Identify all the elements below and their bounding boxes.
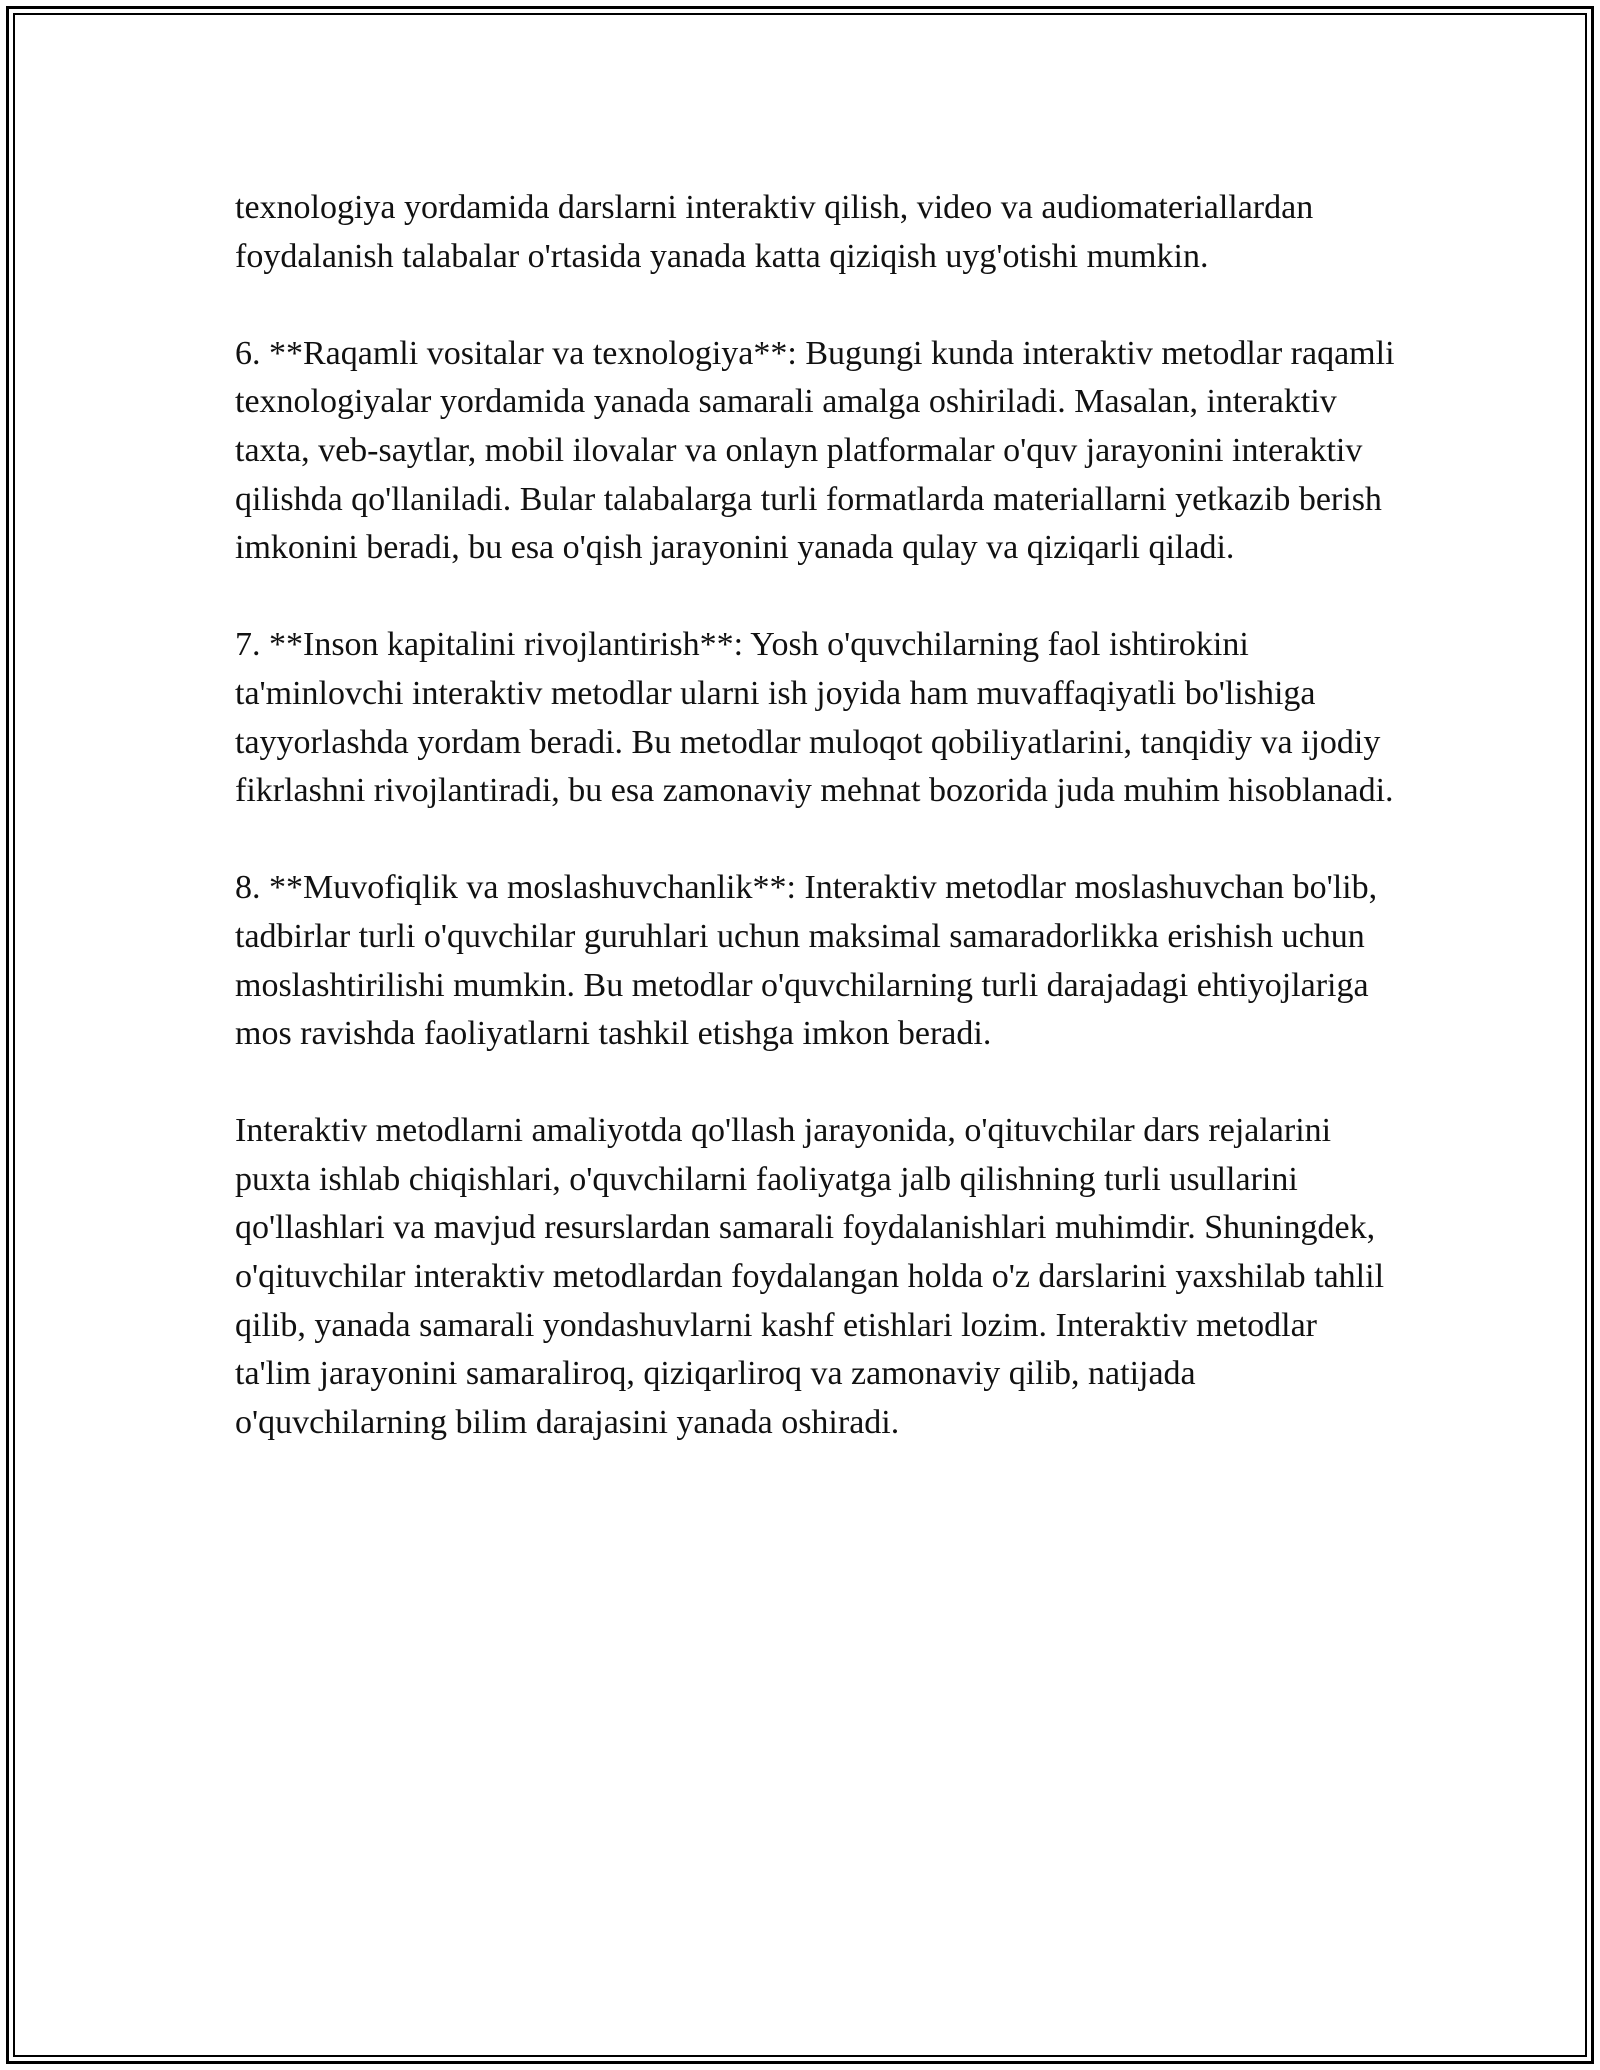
paragraph-item-7: 7. **Inson kapitalini rivojlantirish**: Yosh o'quvchilarning faol ishtirokini ta'minlovchi interaktiv metodlar ularni ish joyida ham muvaffaqiyatli bo'lishiga tayyorlashda yordam beradi. Bu metodlar muloqot qobiliyatlarini, tanqidiy va ijodiy fikrlashni rivojlantiradi, bu esa zamonaviy mehnat bozorida juda muhim hisoblanadi. bbox=[235, 626, 1394, 810]
paragraph-conclusion: Interaktiv metodlarni amaliyotda qo'llash jarayonida, o'qituvchilar dars rejalarini puxta ishlab chiqishlari, o'quvchilarni faoliyatga jalb qilishning turli usullarini qo'llashlari va mavjud resurslardan samarali foydalanishlari muhimdir. Shuningdek, o'qituvchilar interaktiv metodlardan foydalangan holda o'z darslarini yaxshilab tahlil qilib, yanada samarali yondashuvlarni kashf etishlari lozim. Interaktiv metodlar ta'lim jarayonini samaraliroq, qiziqarliroq va zamonaviy qilib, natijada o'quvchilarning bilim darajasini yanada oshiradi. bbox=[235, 1112, 1385, 1441]
document-body bbox=[235, 184, 1395, 1496]
paragraph-item-6: 6. **Raqamli vositalar va texnologiya**: Bugungi kunda interaktiv metodlar raqamli texnologiyalar yordamida yanada samarali amalga oshiriladi. Masalan, interaktiv taxta, veb-saytlar, mobil ilovalar va onlayn platformalar o'quv jarayonini interaktiv qilishda qo'llaniladi. Bular talabalarga turli formatlarda materiallarni yetkazib berish imkonini beradi, bu esa o'qish jarayonini yanada qulay va qiziqarli qiladi. bbox=[235, 334, 1395, 567]
paragraph-item-8: 8. **Muvofiqlik va moslashuvchanlik**: Interaktiv metodlar moslashuvchan bo'lib, tadbirlar turli o'quvchilar guruhlari uchun maksimal samaradorlikka erishish uchun moslashtirilishi mumkin. Bu metodlar o'quvchilarning turli darajadagi ehtiyojlariga mos ravishda faoliyatlarni tashkil etishga imkon beradi. bbox=[235, 869, 1378, 1053]
paragraph-continuation: texnologiya yordamida darslarni interaktiv qilish, video va audiomateriallardan foydalanish talabalar o'rtasida yanada katta qiziqish uyg'otishi mumkin. bbox=[235, 189, 1314, 275]
